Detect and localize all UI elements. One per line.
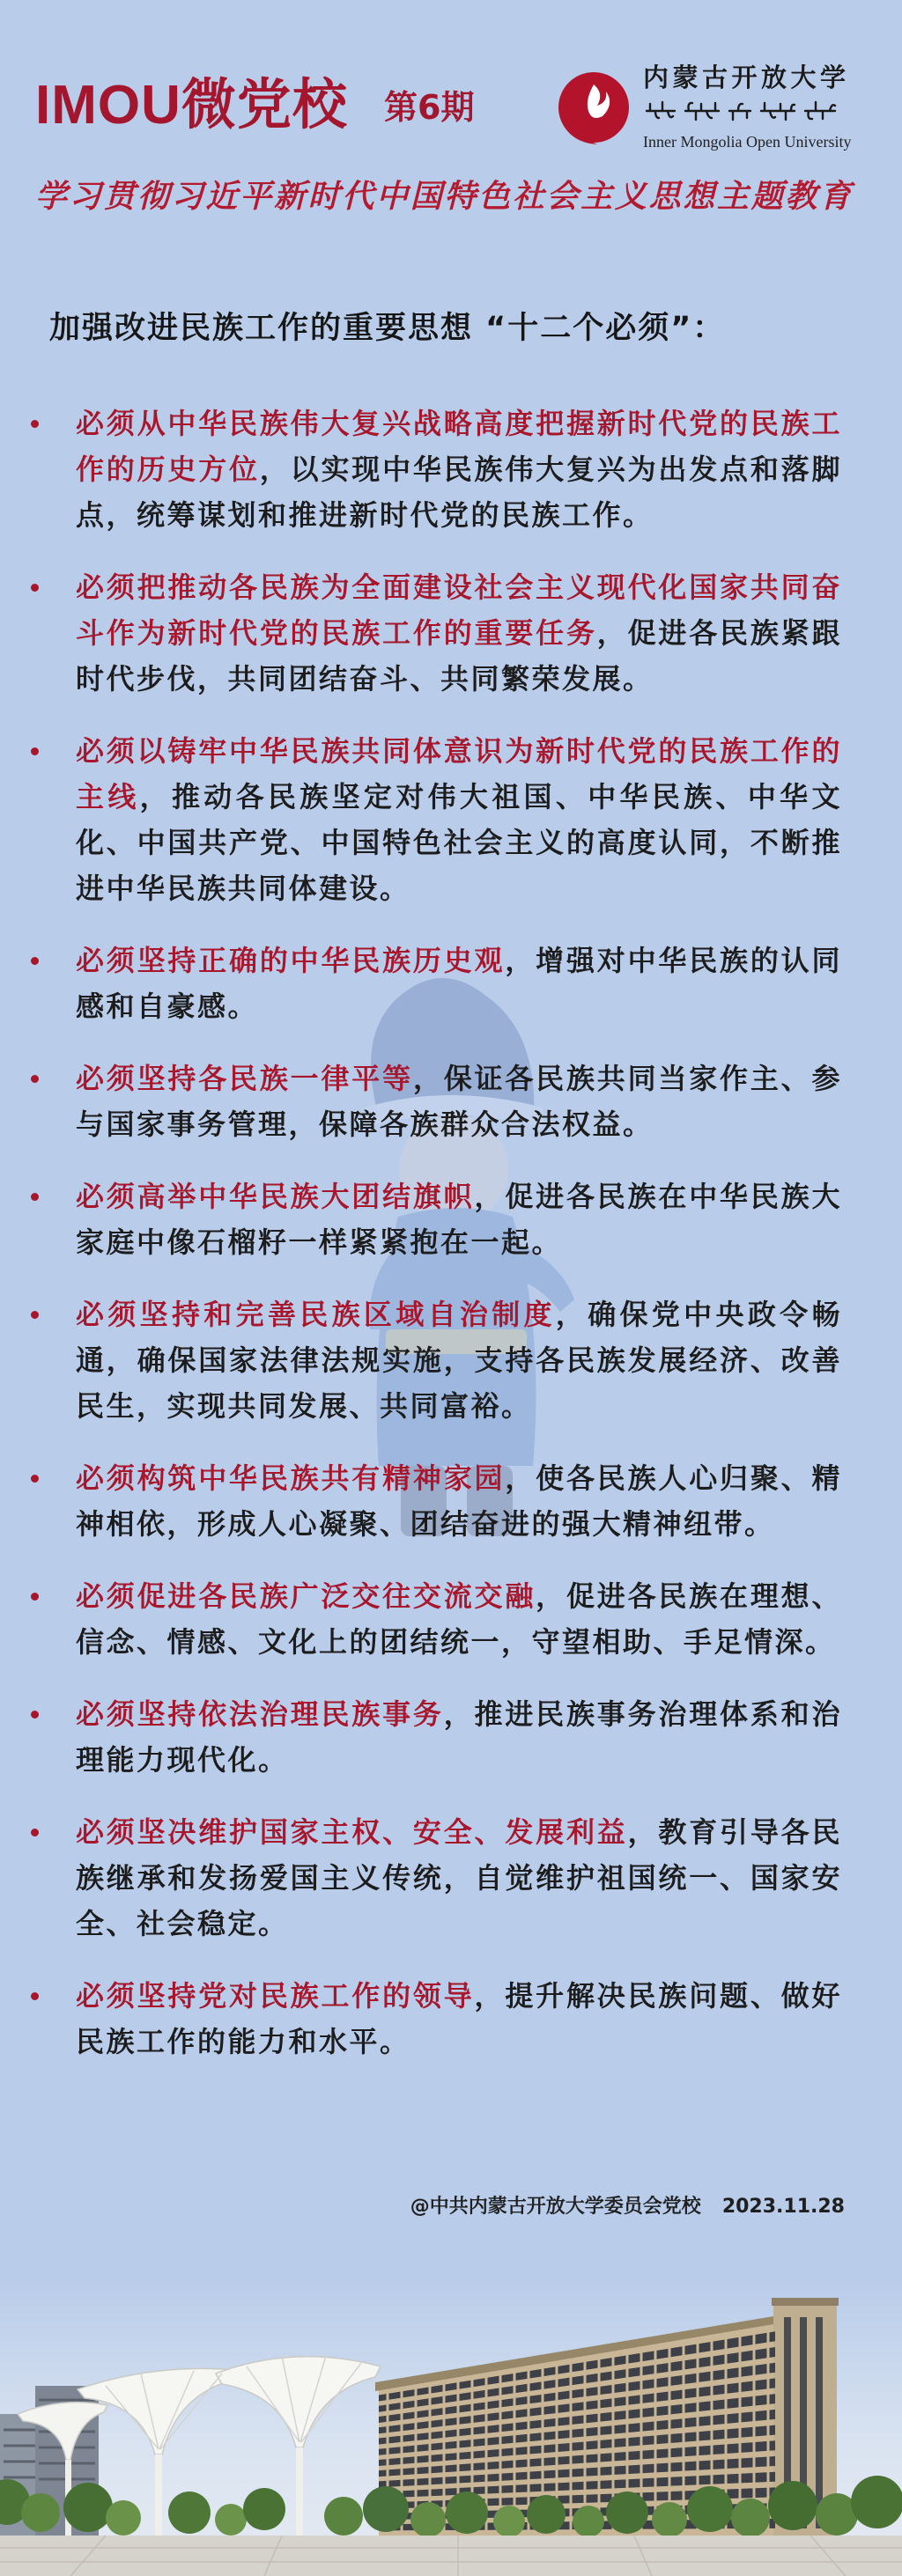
bullet-dot <box>31 747 39 755</box>
principle-highlight: 必须促进各民族广泛交往交流交融 <box>76 1579 536 1613</box>
principle-text: ，促进各民族在中华民族大家庭中像石榴籽一样紧紧抱在一起。 <box>76 1180 842 1259</box>
principle-text: ，教育引导各民族继承和发扬爱国主义传统，自觉维护祖国统一、国家安全、社会稳定。 <box>76 1815 842 1940</box>
canopy-right-column <box>296 2447 303 2537</box>
plaza-ground <box>0 2536 902 2576</box>
principle-highlight: 必须以铸牢中华民族共同体意识为新时代党的民族工作的主线 <box>76 734 842 813</box>
principle-item-12 <box>0 1973 842 2064</box>
bullet-dot <box>31 957 39 965</box>
principle-item-10 <box>0 1691 842 1783</box>
principle-item-4 <box>0 938 842 1029</box>
principle-text: ，保证各民族共同当家作主、参与国家事务管理，保障各族群众合法权益。 <box>76 1062 842 1141</box>
brand-title: IMOU微党校 <box>35 75 348 136</box>
canopy-left-column <box>155 2455 162 2537</box>
bullet-dot <box>31 1593 39 1601</box>
principle-item-11 <box>0 1809 842 1947</box>
principle-highlight: 必须构筑中华民族共有精神家园 <box>76 1461 506 1495</box>
principle-highlight: 必须把推动各民族为全面建设社会主义现代化国家共同奋斗作为新时代党的民族工作的重要任务 <box>76 570 842 650</box>
bullet-dot <box>31 1075 39 1083</box>
principle-text: ，促进各民族紧跟时代步伐，共同团结奋斗、共同繁荣发展。 <box>76 616 842 696</box>
principle-text: ，推进民族事务治理体系和治理能力现代化。 <box>76 1697 842 1777</box>
principle-highlight: 必须坚持各民族一律平等 <box>76 1062 413 1095</box>
principles-list <box>0 401 902 2091</box>
bullet-dot <box>31 1193 39 1201</box>
principle-highlight: 必须坚决维护国家主权、安全、发展利益 <box>76 1815 628 1849</box>
bullet-dot <box>31 584 39 592</box>
principle-text: ，以实现中华民族伟大复兴为出发点和落脚点，统筹谋划和推进新时代党的民族工作。 <box>76 453 842 532</box>
principle-text: ，确保党中央政令畅通，确保国家法律法规实施，支持各民族发展经济、改善民生，实现共同发展、共同富裕。 <box>76 1298 842 1423</box>
university-name-cn: 内蒙古开放大学 <box>643 63 850 92</box>
principle-highlight: 必须坚持和完善民族区域自治制度 <box>76 1298 556 1331</box>
campus-building-photo <box>0 2282 902 2576</box>
section-heading: 加强改进民族工作的重要思想 “十二个必须”： <box>49 311 726 346</box>
principle-text: ，增强对中华民族的认同感和自豪感。 <box>76 944 842 1023</box>
principle-item-6 <box>0 1174 842 1265</box>
principle-item-1 <box>0 401 842 538</box>
bullet-dot <box>31 1711 39 1719</box>
university-name-en: Inner Mongolia Open University <box>643 133 852 151</box>
footer-organization: @中共内蒙古开放大学委员会党校 <box>410 2196 701 2218</box>
theme-subtitle: 学习贯彻习近平新时代中国特色社会主义思想主题教育 <box>35 179 854 215</box>
principle-text: ，推动各民族坚定对伟大祖国、中华民族、中华文化、中国共产党、中国特色社会主义的高度认同，不断推进中华民族共同体建设。 <box>76 780 842 905</box>
principle-item-2 <box>0 564 842 702</box>
principle-text: ，促进各民族在理想、信念、情感、文化上的团结统一，守望相助、手足情深。 <box>76 1579 842 1659</box>
mongolian-script-logo <box>643 95 839 127</box>
principle-item-9 <box>0 1573 842 1665</box>
principle-highlight: 必须从中华民族伟大复兴战略高度把握新时代党的民族工作的历史方位 <box>76 407 842 486</box>
principle-text: ，提升解决民族问题、做好民族工作的能力和水平。 <box>76 1979 842 2058</box>
footer-credit <box>410 2194 845 2220</box>
principle-item-5 <box>0 1056 842 1147</box>
bullet-dot <box>31 1992 39 2000</box>
principle-highlight: 必须坚持依法治理民族事务 <box>76 1697 444 1731</box>
principle-highlight: 必须坚持正确的中华民族历史观 <box>76 944 506 977</box>
bullet-dot <box>31 420 39 428</box>
issue-number: 第6期 <box>384 88 475 127</box>
university-emblem-icon <box>553 67 634 148</box>
footer-date: 2023.11.28 <box>721 2196 845 2218</box>
building-tower-roof <box>772 2298 839 2306</box>
principle-highlight: 必须坚持党对民族工作的领导 <box>76 1979 475 2013</box>
bullet-dot <box>31 1829 39 1836</box>
principle-item-8 <box>0 1455 842 1547</box>
bullet-dot <box>31 1475 39 1483</box>
bullet-dot <box>31 1311 39 1319</box>
principle-text: ，使各民族人心归聚、精神相依，形成人心凝聚、团结奋进的强大精神纽带。 <box>76 1461 842 1541</box>
principle-item-7 <box>0 1292 842 1429</box>
principle-highlight: 必须高举中华民族大团结旗帜 <box>76 1180 475 1213</box>
principle-item-3 <box>0 728 842 911</box>
